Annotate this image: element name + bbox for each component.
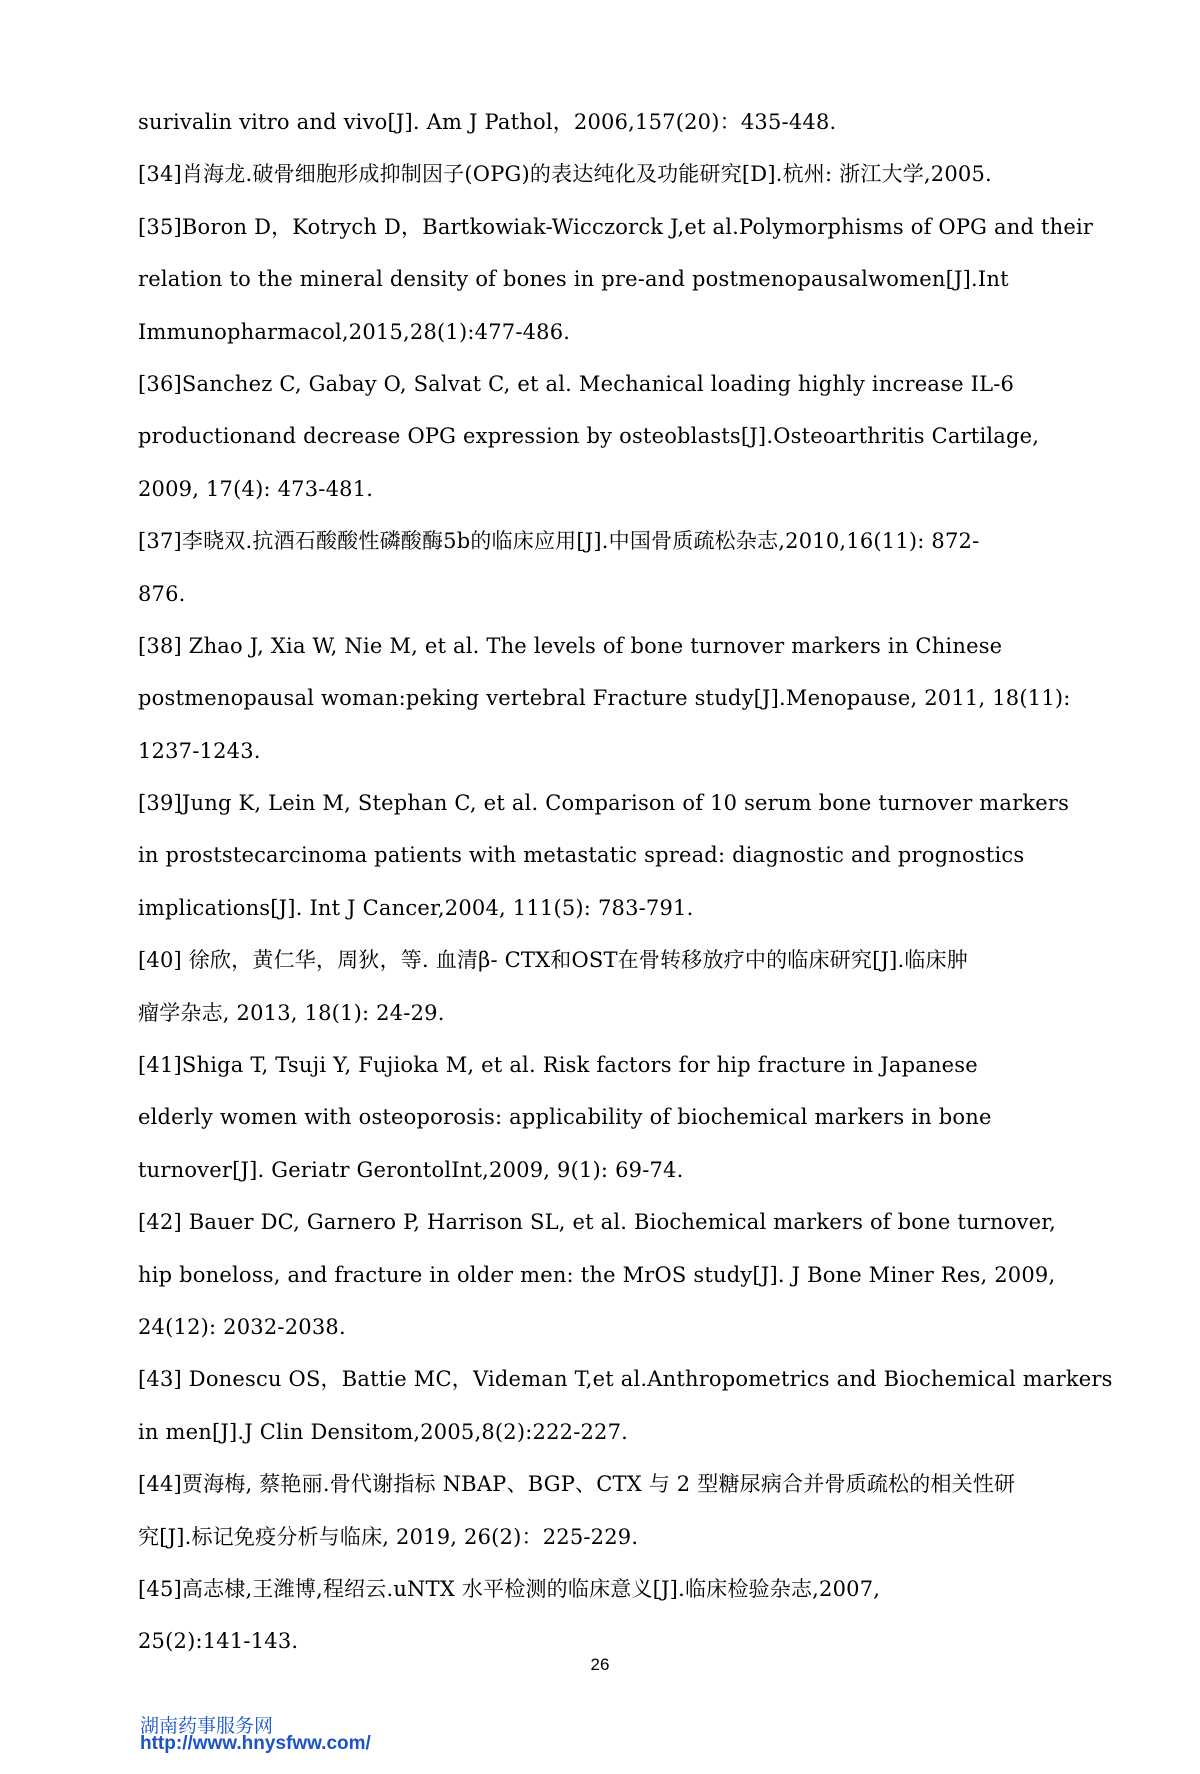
reference-line: [35]Boron D，Kotrych D，Bartkowiak-Wicczorck J,et al.Polymorphisms of OPG and their [138, 214, 1094, 239]
reference-line: surivalin vitro and vivo[J]. Am J Pathol，2006,157(20)：435-448. [138, 110, 837, 134]
page-number: 26 [590, 1655, 610, 1674]
reference-line: [39]Jung K, Lein M, Stephan C, et al. Comparison of 10 serum bone turnover markers [138, 791, 1070, 816]
reference-line: 24(12): 2032-2038. [138, 1314, 346, 1339]
reference-line: elderly women with osteoporosis: applicability of biochemical markers in bone [138, 1105, 992, 1130]
reference-line: implications[J]. Int J Cancer,2004, 111(5): 783-791. [138, 895, 694, 920]
reference-line: in men[J].J Clin Densitom,2005,8(2):222-227. [138, 1419, 629, 1444]
reference-line: in proststecarcinoma patients with metastatic spread: diagnostic and prognostics [138, 843, 1025, 868]
reference-line: Immunopharmacol,2015,28(1):477-486. [138, 319, 571, 344]
reference-line: 25(2):141-143. [138, 1629, 299, 1654]
reference-line: [38] Zhao J, Xia W, Nie M, et al. The levels of bone turnover markers in Chinese [138, 633, 1003, 658]
reference-list [138, 106, 1113, 1678]
reference-line: [34]肖海龙.破骨细胞形成抑制因子(OPG)的表达纯化及功能研究[D].杭州: 浙江大学,2005. [138, 162, 992, 187]
reference-line: productionand decrease OPG expression by osteoblasts[J].Osteoarthritis Cartilage, [138, 424, 1040, 449]
reference-line: [41]Shiga T, Tsuji Y, Fujioka M, et al. Risk factors for hip fracture in Japanese [138, 1053, 978, 1078]
reference-line: [44]贾海梅, 蔡艳丽.骨代谢指标 NBAP、BGP、CTX 与 2 型糖尿病合并骨质疏松的相关性研 [138, 1472, 1016, 1497]
reference-line: 究[J].标记免疫分析与临床, 2019, 26(2)：225-229. [138, 1524, 639, 1549]
reference-line: [40] 徐欣，黄仁华，周狄，等. 血清β- CTX和OST在骨转移放疗中的临床研究[J].临床肿 [138, 948, 968, 973]
reference-line: 2009, 17(4): 473-481. [138, 476, 374, 501]
reference-line: hip boneloss, and fracture in older men: the MrOS study[J]. J Bone Miner Res, 2009, [138, 1262, 1056, 1287]
site-url-link[interactable]: http://www.hnysfww.com/ [140, 1733, 371, 1754]
reference-line: 1237-1243. [138, 738, 261, 763]
reference-line: [43] Donescu OS，Battie MC，Videman T,et al.Anthropometrics and Biochemical markers [138, 1367, 1113, 1392]
reference-line: 瘤学杂志, 2013, 18(1): 24-29. [138, 1000, 445, 1025]
reference-line: turnover[J]. Geriatr GerontolInt,2009, 9(1): 69-74. [138, 1157, 684, 1182]
reference-line: [42] Bauer DC, Garnero P, Harrison SL, et al. Biochemical markers of bone turnover, [138, 1210, 1057, 1235]
reference-line: 876. [138, 581, 186, 606]
reference-line: [37]李晓双.抗酒石酸酸性磷酸酶5b的临床应用[J].中国骨质疏松杂志,2010,16(11): 872- [138, 529, 980, 554]
site-name: 湖南药事服务网 [140, 1715, 274, 1737]
reference-line: postmenopausal woman:peking vertebral Fracture study[J].Menopause, 2011, 18(11): [138, 686, 1071, 711]
reference-line: [36]Sanchez C, Gabay O, Salvat C, et al. Mechanical loading highly increase IL-6 [138, 371, 1015, 396]
reference-line: relation to the mineral density of bones in pre-and postmenopausalwomen[J].Int [138, 267, 1009, 292]
reference-line: [45]高志棣,王潍博,程绍云.uNTX 水平检测的临床意义[J].临床检验杂志,2007, [138, 1576, 881, 1601]
